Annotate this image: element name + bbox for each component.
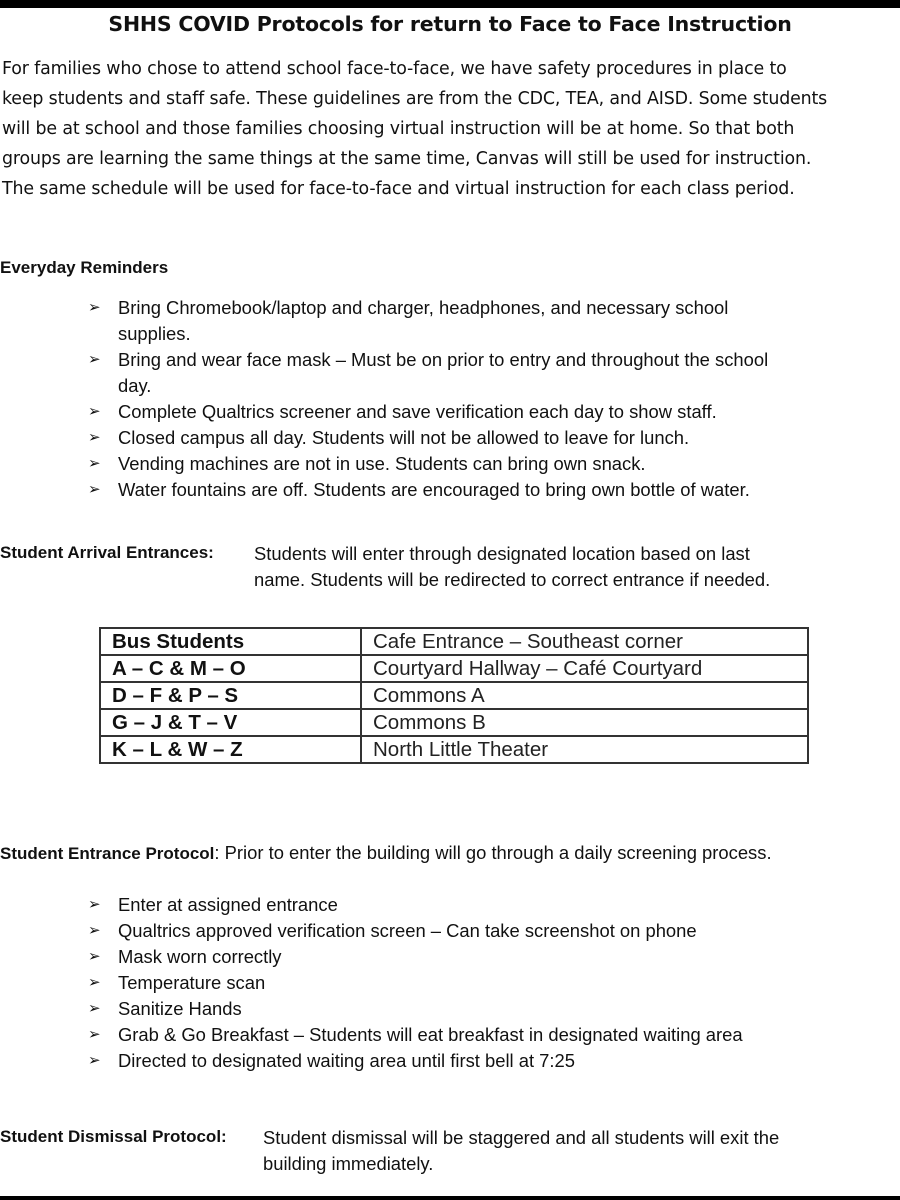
table-row: Bus Students Cafe Entrance – Southeast corner	[100, 628, 808, 655]
dismissal-heading: Student Dismissal Protocol:	[0, 1127, 227, 1146]
list-item: ➢ Closed campus all day. Students will not be allowed to leave for lunch.	[88, 425, 768, 451]
list-item: ➢ Qualtrics approved verification screen – Can take screenshot on phone	[88, 918, 743, 944]
list-item: ➢ Water fountains are off. Students are encouraged to bring own bottle of water.	[88, 477, 768, 503]
table-row: G – J & T – V Commons B	[100, 709, 808, 736]
list-item: ➢ Complete Qualtrics screener and save verification each day to show staff.	[88, 399, 768, 425]
list-item: ➢ Bring and wear face mask – Must be on prior to entry and throughout the school day.	[88, 349, 769, 396]
table-row: K – L & W – Z North Little Theater	[100, 736, 808, 763]
list-item: ➢ Directed to designated waiting area until first bell at 7:25	[88, 1048, 743, 1074]
dismissal-text: Student dismissal will be staggered and all students will exit the building immediately.	[263, 1127, 780, 1174]
arrowhead-bullet-icon: ➢	[88, 351, 101, 368]
arrowhead-bullet-icon: ➢	[88, 455, 101, 472]
document-title: SHHS COVID Protocols for return to Face to Face Instruction	[108, 12, 792, 36]
list-item: ➢ Bring Chromebook/laptop and charger, headphones, and necessary school supplies.	[88, 297, 729, 344]
list-item: ➢ Grab & Go Breakfast – Students will eat breakfast in designated waiting area	[88, 1022, 743, 1048]
top-border	[0, 0, 900, 8]
arrival-text: Students will enter through designated location based on last name. Students will be redirected to correct entrance if needed.	[254, 543, 771, 590]
bottom-border	[0, 1196, 900, 1200]
entrance-text: : Prior to enter the building will go through a daily screening process.	[214, 842, 772, 863]
arrowhead-bullet-icon: ➢	[88, 974, 101, 991]
table-row: D – F & P – S Commons A	[100, 682, 808, 709]
everyday-list	[88, 295, 768, 503]
list-item: ➢ Enter at assigned entrance	[88, 892, 743, 918]
arrowhead-bullet-icon: ➢	[88, 1052, 101, 1069]
arrowhead-bullet-icon: ➢	[88, 429, 101, 446]
intro-line: The same schedule will be used for face-to-face and virtual instruction for each class period.	[2, 179, 795, 199]
entrance-protocol-line	[0, 840, 772, 867]
arrowhead-bullet-icon: ➢	[88, 922, 101, 939]
arrowhead-bullet-icon: ➢	[88, 1026, 101, 1043]
arrowhead-bullet-icon: ➢	[88, 403, 101, 420]
entrance-heading: Student Entrance Protocol	[0, 844, 215, 863]
intro-line: For families who chose to attend school face-to-face, we have safety procedures in place to	[2, 59, 787, 79]
arrowhead-bullet-icon: ➢	[88, 299, 101, 316]
intro-paragraph	[2, 54, 898, 204]
entrance-list	[88, 892, 743, 1074]
table-row: A – C & M – O Courtyard Hallway – Café Courtyard	[100, 655, 808, 682]
arrowhead-bullet-icon: ➢	[88, 1000, 101, 1017]
everyday-heading: Everyday Reminders	[0, 258, 169, 277]
entrance-table	[99, 627, 809, 764]
arrowhead-bullet-icon: ➢	[88, 948, 101, 965]
intro-line: groups are learning the same things at the same time, Canvas will still be used for instruction.	[2, 149, 812, 169]
list-item: ➢ Temperature scan	[88, 970, 743, 996]
list-item: ➢ Sanitize Hands	[88, 996, 743, 1022]
intro-line: will be at school and those families choosing virtual instruction will be at home. So that both	[2, 119, 795, 139]
arrival-heading: Student Arrival Entrances:	[0, 543, 214, 562]
intro-line: keep students and staff safe. These guidelines are from the CDC, TEA, and AISD. Some students	[2, 89, 828, 109]
list-item: ➢ Mask worn correctly	[88, 944, 743, 970]
arrowhead-bullet-icon: ➢	[88, 896, 101, 913]
arrowhead-bullet-icon: ➢	[88, 481, 101, 498]
list-item: ➢ Vending machines are not in use. Students can bring own snack.	[88, 451, 768, 477]
